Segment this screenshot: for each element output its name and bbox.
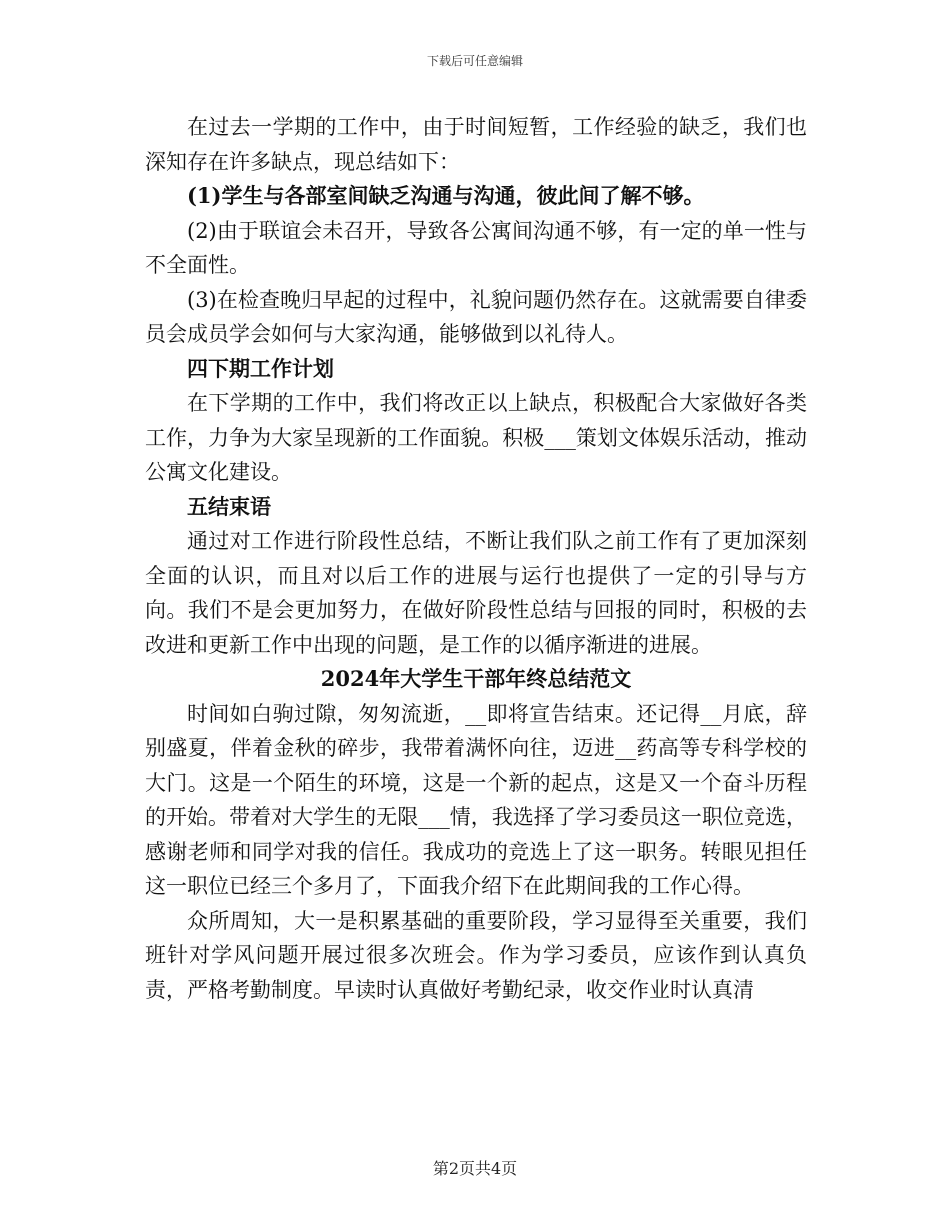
paragraph-article-1: 时间如白驹过隙，匆匆流逝，__即将宣告结束。还记得__月底，辞别盛夏，伴着金秋的碎步，我带着满怀向往，迈进__药高等专科学校的大门。这是一个陌生的环境，这是一个新的起点，这是又一个奋斗历程的开始。带着对大学生的无限___情，我选择了学习委员这一职位竞选，感谢老师和同学对我的信任。我成功的竞选上了这一职务。转眼见担任这一职位已经三个多月了，下面我介绍下在此期间我的工作心得。: [145, 701, 807, 898]
paragraph-item-3: (3)在检查晚归早起的过程中，礼貌问题仍然存在。这就需要自律委员会成员学会如何与大家沟通，能够做到以礼待人。: [145, 287, 807, 346]
paragraph-next-plan: 在下学期的工作中，我们将改正以上缺点，积极配合大家做好各类工作，力争为大家呈现新的工作面貌。积极___策划文体娱乐活动，推动公寓文化建设。: [145, 391, 807, 484]
article-title: 2024年大学生干部年终总结范文: [320, 666, 632, 691]
page-header-note: 下载后可任意编辑: [426, 54, 523, 68]
paragraph-article-2: 众所周知，大一是积累基础的重要阶段，学习显得至关重要，我们班针对学风问题开展过很多次班会。作为学习委员，应该作到认真负责，严格考勤制度。早读时认真做好考勤纪录，收交作业时认真清: [145, 908, 807, 1002]
paragraph-intro: 在过去一学期的工作中，由于时间短暂，工作经验的缺乏，我们也深知存在许多缺点，现总结如下：: [145, 115, 807, 174]
paragraph-conclusion: 通过对工作进行阶段性总结，不断让我们队之前工作有了更加深刻全面的认识，而且对以后工作的进展与运行也提供了一定的引导与方向。我们不是会更加努力，在做好阶段性总结与回报的同时，积极的去改进和更新工作中出现的问题，是工作的以循序渐进的进展。: [145, 529, 807, 657]
document-body: [145, 110, 807, 1007]
page-indicator: 第2页共4页: [432, 1159, 518, 1178]
section-title-conclusion: 五结束语: [187, 493, 271, 519]
paragraph-item-1: (1)学生与各部室间缺乏沟通与沟通，彼此间了解不够。: [187, 183, 705, 208]
paragraph-item-2: (2)由于联谊会未召开，导致各公寓间沟通不够，有一定的单一性与不全面性。: [145, 218, 807, 277]
section-title-next-plan: 四下期工作计划: [187, 355, 334, 381]
